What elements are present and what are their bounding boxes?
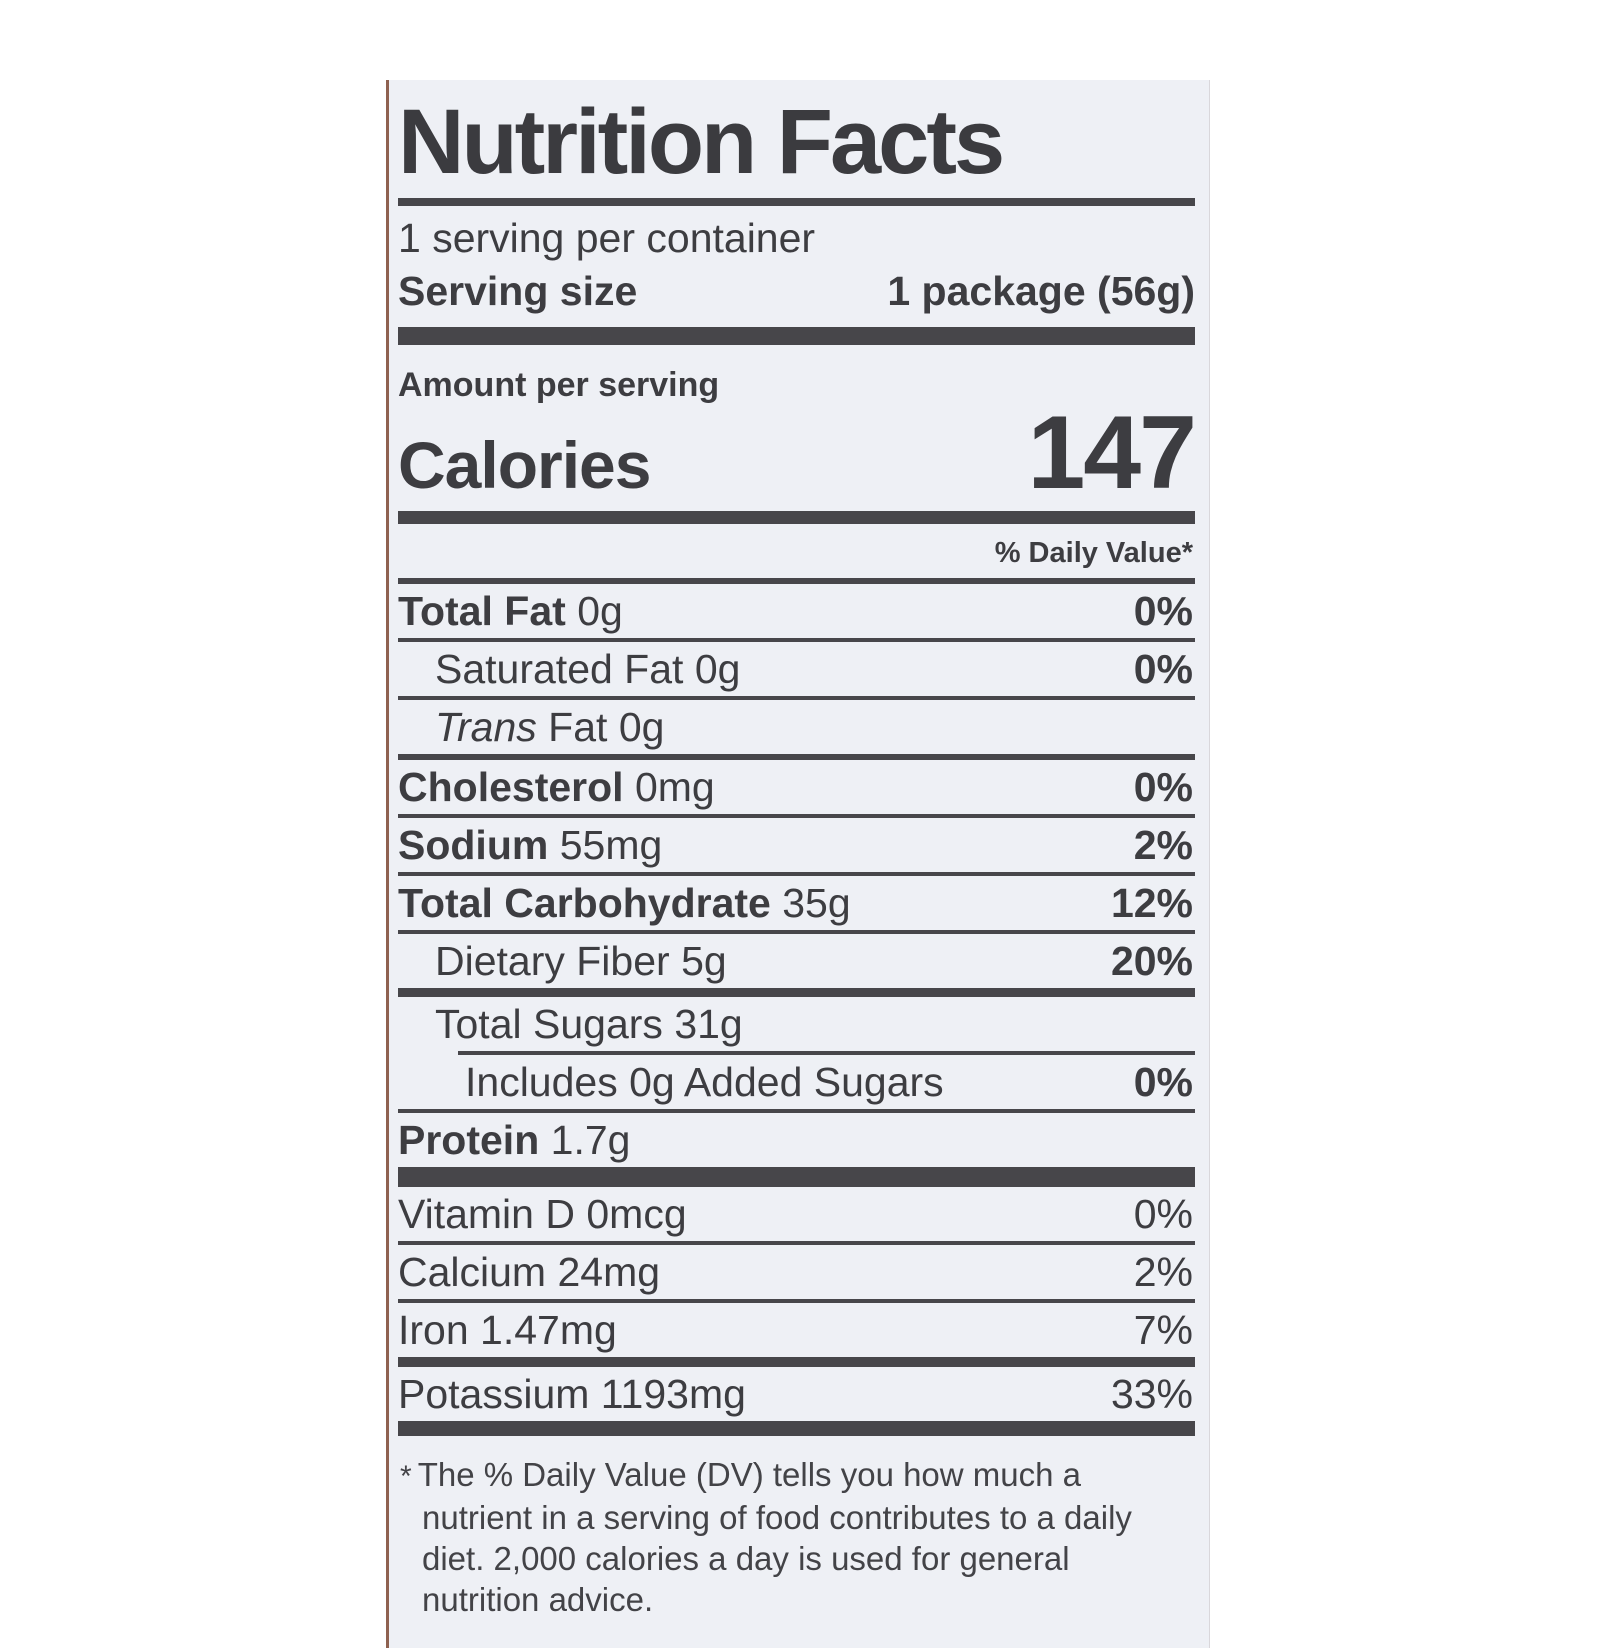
divider-medium-fiber (398, 988, 1195, 997)
nutrient-row-total-carbohydrate (398, 876, 1195, 930)
calories-label: Calories (398, 428, 651, 502)
micronutrient-row-vitamin-d (398, 1187, 1195, 1241)
nutrient-row-saturated-fat (398, 642, 1195, 696)
micronutrient-name: Potassium 1193mg (398, 1371, 746, 1417)
divider-title (398, 198, 1195, 206)
nutrient-row-dietary-fiber (398, 934, 1195, 988)
nutrient-name: Total Sugars (435, 1001, 663, 1047)
nutrient-amount: 0g (618, 704, 665, 750)
nutrient-name: Cholesterol (398, 764, 624, 810)
nutrient-amount: 35g (782, 880, 851, 926)
nutrient-row-cholesterol (398, 760, 1195, 814)
micronutrient-dv: 7% (1133, 1307, 1193, 1353)
micronutrient-dv: 0% (1133, 1191, 1193, 1237)
nutrient-dv: 0% (1133, 588, 1193, 634)
nutrient-dv: 0% (1133, 646, 1193, 692)
divider-calories (398, 511, 1195, 524)
calories-row (398, 395, 1195, 511)
nutrient-amount: 5g (681, 938, 727, 984)
nutrient-name: Protein (398, 1117, 540, 1163)
nutrient-amount: 0g (694, 646, 741, 692)
daily-value-header: % Daily Value* (994, 537, 1193, 569)
micronutrient-name: Iron 1.47mg (398, 1307, 617, 1353)
serving-size-value: 1 package (56g) (887, 268, 1195, 314)
calories-value: 147 (1027, 395, 1195, 511)
nutrient-row-trans-fat (398, 700, 1195, 754)
micronutrient-name: Vitamin D 0mcg (398, 1191, 687, 1237)
nutrient-amount: 0mg (634, 764, 715, 810)
nutrient-row-added-sugars (398, 1055, 1195, 1109)
label-title: Nutrition Facts (398, 91, 1003, 193)
micronutrient-name: Calcium 24mg (398, 1249, 661, 1295)
nutrient-dv: 0% (1133, 764, 1193, 810)
nutrition-facts-label (386, 80, 1210, 1648)
divider-thick-protein (398, 1167, 1195, 1187)
nutrient-row-protein (398, 1113, 1195, 1167)
amount-per-serving: Amount per serving (398, 366, 720, 404)
nutrient-dv: 12% (1110, 880, 1193, 926)
nutrient-name-italic: Trans (435, 704, 537, 750)
micronutrient-dv: 33% (1110, 1371, 1193, 1417)
nutrient-name: Dietary Fiber (435, 938, 670, 984)
divider-thick-serving (398, 327, 1195, 345)
nutrient-row-total-sugars (398, 997, 1195, 1051)
nutrient-dv: 20% (1110, 938, 1193, 984)
footnote-text: The % Daily Value (DV) tells you how much a nutrient in a serving of food contributes to a daily diet. 2,000 calories a day is used for general nutrition advice. (417, 1456, 1132, 1618)
micronutrient-row-iron (398, 1303, 1195, 1357)
serving-size-row (398, 262, 1195, 327)
nutrient-name: Includes 0g Added Sugars (465, 1059, 944, 1105)
daily-value-footnote (398, 1436, 1195, 1620)
divider-medium-iron (398, 1357, 1195, 1367)
nutrient-dv: 0% (1133, 1059, 1193, 1105)
nutrient-row-sodium (398, 818, 1195, 872)
nutrient-name: Total Carbohydrate (398, 880, 771, 926)
nutrient-name: Fat (536, 704, 608, 750)
micronutrient-row-calcium (398, 1245, 1195, 1299)
footnote-asterisk: * (400, 1460, 412, 1493)
nutrient-name: Saturated Fat (435, 646, 684, 692)
micronutrient-row-potassium (398, 1367, 1195, 1421)
divider-thick-potassium (398, 1421, 1195, 1436)
servings-per-container: 1 serving per container (398, 215, 816, 261)
nutrient-name: Total Fat (398, 588, 566, 634)
serving-size-label: Serving size (398, 268, 638, 314)
nutrient-amount: 0g (577, 588, 623, 634)
nutrient-amount: 31g (674, 1001, 743, 1047)
nutrient-row-total-fat (398, 584, 1195, 638)
nutrient-amount: 55mg (559, 822, 663, 868)
nutrient-name: Sodium (398, 822, 549, 868)
micronutrient-dv: 2% (1133, 1249, 1193, 1295)
nutrient-dv: 2% (1133, 822, 1193, 868)
nutrient-amount: 1.7g (550, 1117, 631, 1163)
